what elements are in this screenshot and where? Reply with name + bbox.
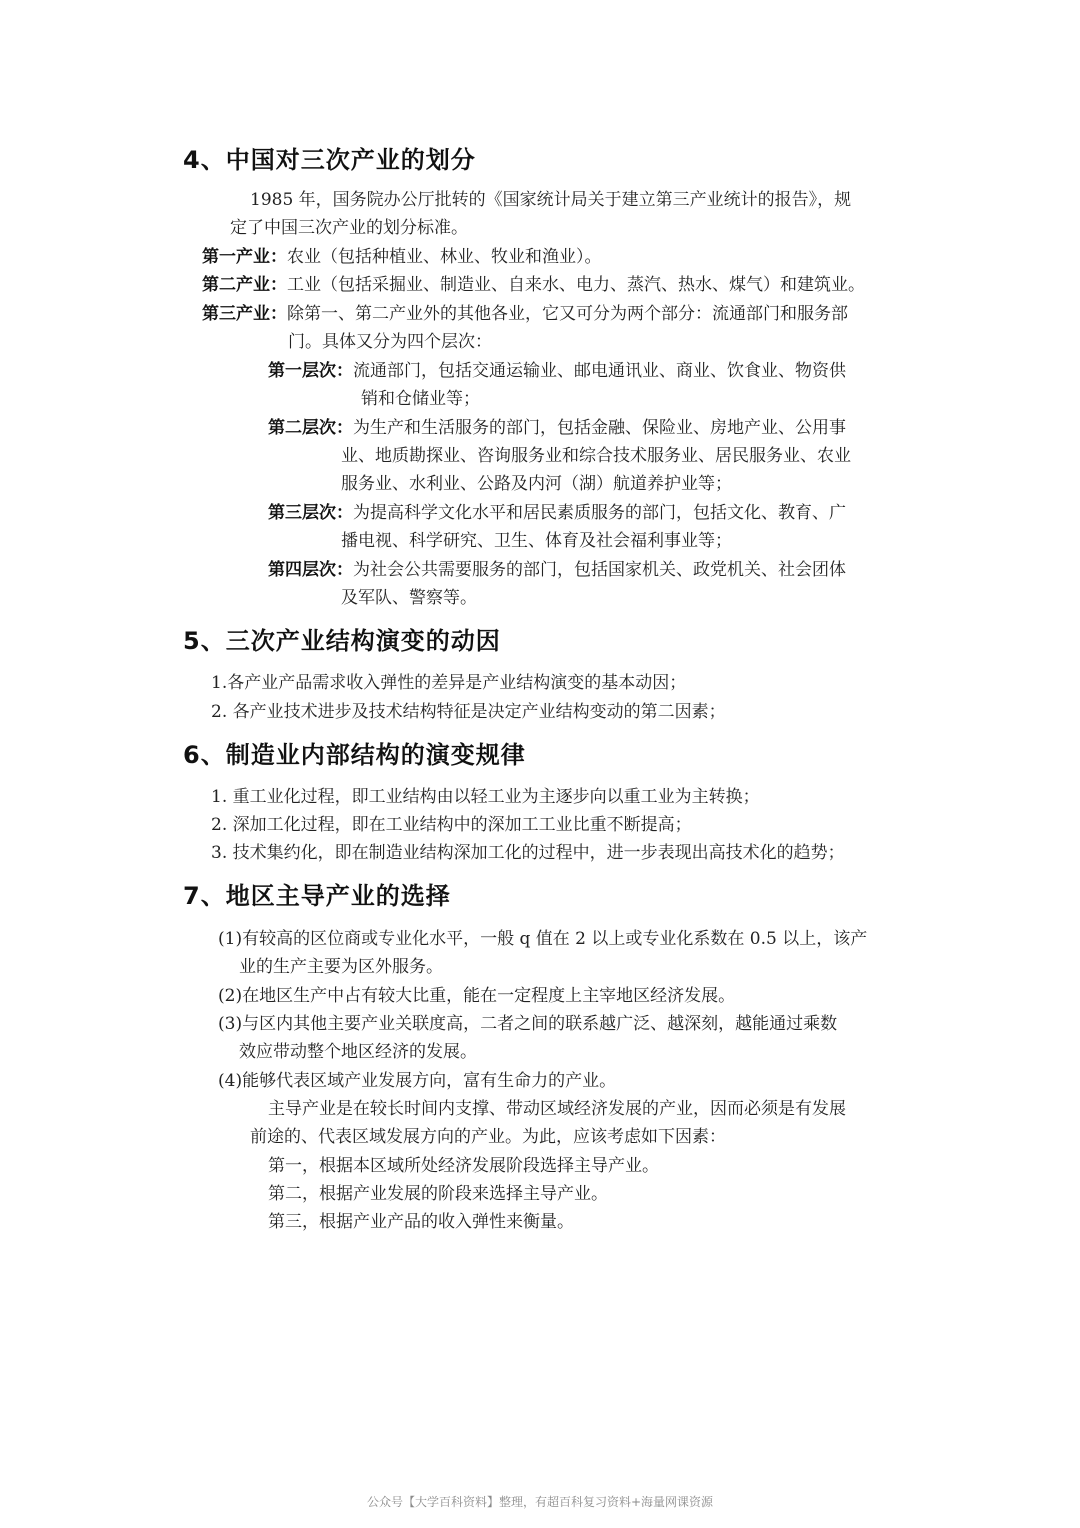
- tertiary-industry-text-2: 门。具体又分为四个层次：: [288, 332, 492, 352]
- level-2-line: [268, 414, 846, 443]
- section-6-heading: 6、制造业内部结构的演变规律: [183, 741, 526, 769]
- s7-paragraph-line-2: 前途的、代表区域发展方向的产业。为此，应该考虑如下因素：: [250, 1127, 726, 1147]
- s6-item-1: 1. 重工业化过程，即工业结构由以轻工业为主逐步向以重工业为主转换；: [211, 787, 760, 807]
- secondary-industry-text: 工业（包括采掘业、制造业、自来水、电力、蒸汽、热水、煤气）和建筑业。: [287, 275, 865, 295]
- level-1-text-1: 流通部门，包括交通运输业、邮电通讯业、商业、饮食业、物资供: [353, 361, 846, 381]
- level-1-line: [268, 357, 846, 386]
- level-2-text-1: 为生产和生活服务的部门，包括金融、保险业、房地产业、公用事: [353, 418, 846, 438]
- s7-condition-1a: (1)有较高的区位商或专业化水平，一般 q 值在 2 以上或专业化系数在 0.5 以上，该产: [218, 929, 868, 949]
- secondary-industry-label: 第二产业：: [202, 275, 287, 295]
- primary-industry-line: [202, 243, 602, 272]
- level-3-line: [268, 499, 846, 528]
- level-3-label: 第三层次：: [268, 503, 353, 523]
- level-1-label: 第一层次：: [268, 361, 353, 381]
- section-4-heading: 4、中国对三次产业的划分: [183, 146, 476, 174]
- level-4-text-1: 为社会公共需要服务的部门，包括国家机关、政党机关、社会团体: [353, 560, 846, 580]
- s7-condition-2: (2)在地区生产中占有较大比重，能在一定程度上主宰地区经济发展。: [218, 986, 736, 1006]
- level-4-label: 第四层次：: [268, 560, 353, 580]
- level-2-text-2: 业、地质勘探业、咨询服务业和综合技术服务业、居民服务业、农业: [341, 446, 851, 466]
- section-7-heading: 7、地区主导产业的选择: [183, 882, 451, 910]
- section-5-heading: 5、三次产业结构演变的动因: [183, 627, 501, 655]
- tertiary-industry-line: [202, 300, 848, 329]
- s5-item-1: 1.各产业产品需求收入弹性的差异是产业结构演变的基本动因；: [211, 673, 687, 693]
- level-1-text-2: 销和仓储业等；: [361, 389, 480, 409]
- s4-intro-line-2: 定了中国三次产业的划分标准。: [230, 218, 468, 238]
- s6-item-2: 2. 深加工化过程，即在工业结构中的深加工工业比重不断提高；: [211, 815, 692, 835]
- s7-paragraph-line-1: 主导产业是在较长时间内支撑、带动区域经济发展的产业，因而必须是有发展: [268, 1099, 846, 1119]
- s7-factor-2: 第二，根据产业发展的阶段来选择主导产业。: [268, 1184, 608, 1204]
- primary-industry-text: 农业（包括种植业、林业、牧业和渔业）。: [287, 247, 602, 267]
- tertiary-industry-text-1: 除第一、第二产业外的其他各业，它又可分为两个部分：流通部门和服务部: [287, 304, 848, 324]
- level-3-text-1: 为提高科学文化水平和居民素质服务的部门，包括文化、教育、广: [353, 503, 846, 523]
- level-2-label: 第二层次：: [268, 418, 353, 438]
- level-2-text-3: 服务业、水利业、公路及内河（湖）航道养护业等；: [341, 474, 732, 494]
- level-3-text-2: 播电视、科学研究、卫生、体育及社会福利事业等；: [341, 531, 732, 551]
- primary-industry-label: 第一产业：: [202, 247, 287, 267]
- tertiary-industry-label: 第三产业：: [202, 304, 287, 324]
- s5-item-2: 2. 各产业技术进步及技术结构特征是决定产业结构变动的第二因素；: [211, 702, 726, 722]
- s6-item-3: 3. 技术集约化，即在制造业结构深加工化的过程中，进一步表现出高技术化的趋势；: [211, 843, 845, 863]
- s7-condition-3b: 效应带动整个地区经济的发展。: [239, 1042, 477, 1062]
- s4-intro-line-1: 1985 年，国务院办公厅批转的《国家统计局关于建立第三产业统计的报告》，规: [250, 190, 852, 210]
- s7-condition-4: (4)能够代表区域产业发展方向，富有生命力的产业。: [218, 1071, 617, 1091]
- footer-watermark: 公众号【大学百科资料】整理，有超百科复习资料+海量网课资源: [366, 1495, 714, 1509]
- level-4-line: [268, 556, 846, 585]
- secondary-industry-line: [202, 271, 865, 300]
- s7-factor-1: 第一，根据本区域所处经济发展阶段选择主导产业。: [268, 1156, 659, 1176]
- s7-factor-3: 第三，根据产业产品的收入弹性来衡量。: [268, 1212, 574, 1232]
- s7-condition-3a: (3)与区内其他主要产业关联度高，二者之间的联系越广泛、越深刻，越能通过乘数: [218, 1014, 838, 1034]
- s7-condition-1b: 业的生产主要为区外服务。: [239, 957, 443, 977]
- level-4-text-2: 及军队、警察等。: [341, 588, 477, 608]
